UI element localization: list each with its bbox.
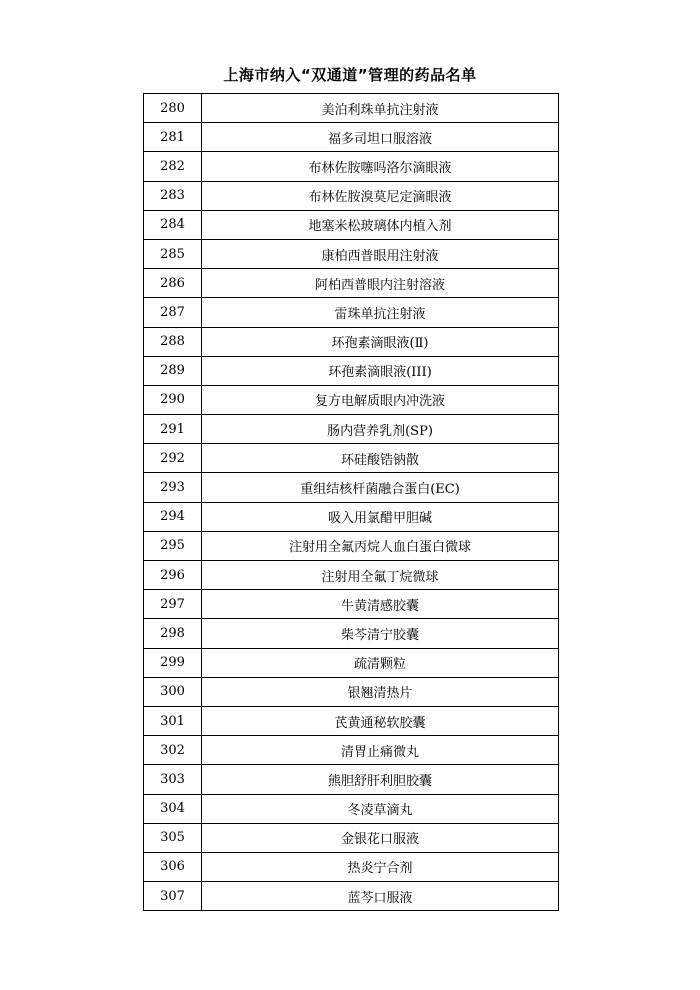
drug-name-cell: 重组结核杆菌融合蛋白(EC) xyxy=(202,473,559,502)
drug-name-cell: 吸入用氯醋甲胆碱 xyxy=(202,502,559,531)
table-row xyxy=(144,590,559,619)
row-number-cell: 305 xyxy=(144,823,202,852)
table-row xyxy=(144,502,559,531)
drug-name-cell: 复方电解质眼内冲洗液 xyxy=(202,385,559,414)
row-number-cell: 294 xyxy=(144,502,202,531)
table-row xyxy=(144,648,559,677)
drug-name-cell: 环孢素滴眼液(III) xyxy=(202,356,559,385)
row-number-cell: 283 xyxy=(144,181,202,210)
row-number-cell: 300 xyxy=(144,677,202,706)
drug-name-cell: 清胃止痛微丸 xyxy=(202,736,559,765)
drug-name-cell: 康柏西普眼用注射液 xyxy=(202,239,559,268)
row-number-cell: 282 xyxy=(144,152,202,181)
row-number-cell: 284 xyxy=(144,210,202,239)
row-number-cell: 307 xyxy=(144,882,202,911)
table-row xyxy=(144,619,559,648)
row-number-cell: 302 xyxy=(144,736,202,765)
table-row xyxy=(144,94,559,123)
document-title: 上海市纳入“双通道”管理的药品名单 xyxy=(223,66,477,84)
table-row xyxy=(144,152,559,181)
table-row xyxy=(144,327,559,356)
table-row xyxy=(144,239,559,268)
drug-name-cell: 阿柏西普眼内注射溶液 xyxy=(202,269,559,298)
table-row xyxy=(144,181,559,210)
row-number-cell: 291 xyxy=(144,415,202,444)
row-number-cell: 298 xyxy=(144,619,202,648)
table-row xyxy=(144,385,559,414)
drug-name-cell: 银翘清热片 xyxy=(202,677,559,706)
drug-name-cell: 地塞米松玻璃体内植入剂 xyxy=(202,210,559,239)
drug-name-cell: 布林佐胺噻吗洛尔滴眼液 xyxy=(202,152,559,181)
drug-name-cell: 美泊利珠单抗注射液 xyxy=(202,94,559,123)
row-number-cell: 297 xyxy=(144,590,202,619)
drug-name-cell: 芪黄通秘软胶囊 xyxy=(202,706,559,735)
table-row xyxy=(144,123,559,152)
row-number-cell: 280 xyxy=(144,94,202,123)
drug-name-cell: 环孢素滴眼液(Ⅱ) xyxy=(202,327,559,356)
table-row xyxy=(144,415,559,444)
table-row xyxy=(144,706,559,735)
table-row xyxy=(144,765,559,794)
drug-name-cell: 雷珠单抗注射液 xyxy=(202,298,559,327)
row-number-cell: 281 xyxy=(144,123,202,152)
row-number-cell: 292 xyxy=(144,444,202,473)
table-row xyxy=(144,210,559,239)
table-row xyxy=(144,298,559,327)
row-number-cell: 287 xyxy=(144,298,202,327)
table-row xyxy=(144,852,559,881)
table-row xyxy=(144,561,559,590)
drug-name-cell: 蓝芩口服液 xyxy=(202,882,559,911)
drug-name-cell: 柴芩清宁胶囊 xyxy=(202,619,559,648)
row-number-cell: 304 xyxy=(144,794,202,823)
drug-name-cell: 热炎宁合剂 xyxy=(202,852,559,881)
drug-name-cell: 冬凌草滴丸 xyxy=(202,794,559,823)
table-row xyxy=(144,882,559,911)
row-number-cell: 293 xyxy=(144,473,202,502)
row-number-cell: 301 xyxy=(144,706,202,735)
drug-name-cell: 注射用全氟丁烷微球 xyxy=(202,561,559,590)
drug-list-body xyxy=(144,94,559,911)
row-number-cell: 303 xyxy=(144,765,202,794)
table-row xyxy=(144,473,559,502)
drug-name-cell: 注射用全氟丙烷人血白蛋白微球 xyxy=(202,531,559,560)
drug-name-cell: 牛黄清感胶囊 xyxy=(202,590,559,619)
table-row xyxy=(144,531,559,560)
drug-name-cell: 肠内营养乳剂(SP) xyxy=(202,415,559,444)
drug-list-table xyxy=(143,93,559,911)
table-row xyxy=(144,269,559,298)
table-row xyxy=(144,736,559,765)
drug-name-cell: 疏清颗粒 xyxy=(202,648,559,677)
drug-name-cell: 环硅酸锆钠散 xyxy=(202,444,559,473)
table-row xyxy=(144,677,559,706)
row-number-cell: 306 xyxy=(144,852,202,881)
row-number-cell: 289 xyxy=(144,356,202,385)
drug-name-cell: 金银花口服液 xyxy=(202,823,559,852)
drug-name-cell: 福多司坦口服溶液 xyxy=(202,123,559,152)
table-row xyxy=(144,794,559,823)
drug-name-cell: 熊胆舒肝利胆胶囊 xyxy=(202,765,559,794)
row-number-cell: 296 xyxy=(144,561,202,590)
row-number-cell: 295 xyxy=(144,531,202,560)
row-number-cell: 288 xyxy=(144,327,202,356)
row-number-cell: 290 xyxy=(144,385,202,414)
row-number-cell: 286 xyxy=(144,269,202,298)
drug-name-cell: 布林佐胺溴莫尼定滴眼液 xyxy=(202,181,559,210)
table-row xyxy=(144,444,559,473)
row-number-cell: 299 xyxy=(144,648,202,677)
table-row xyxy=(144,823,559,852)
row-number-cell: 285 xyxy=(144,239,202,268)
table-row xyxy=(144,356,559,385)
